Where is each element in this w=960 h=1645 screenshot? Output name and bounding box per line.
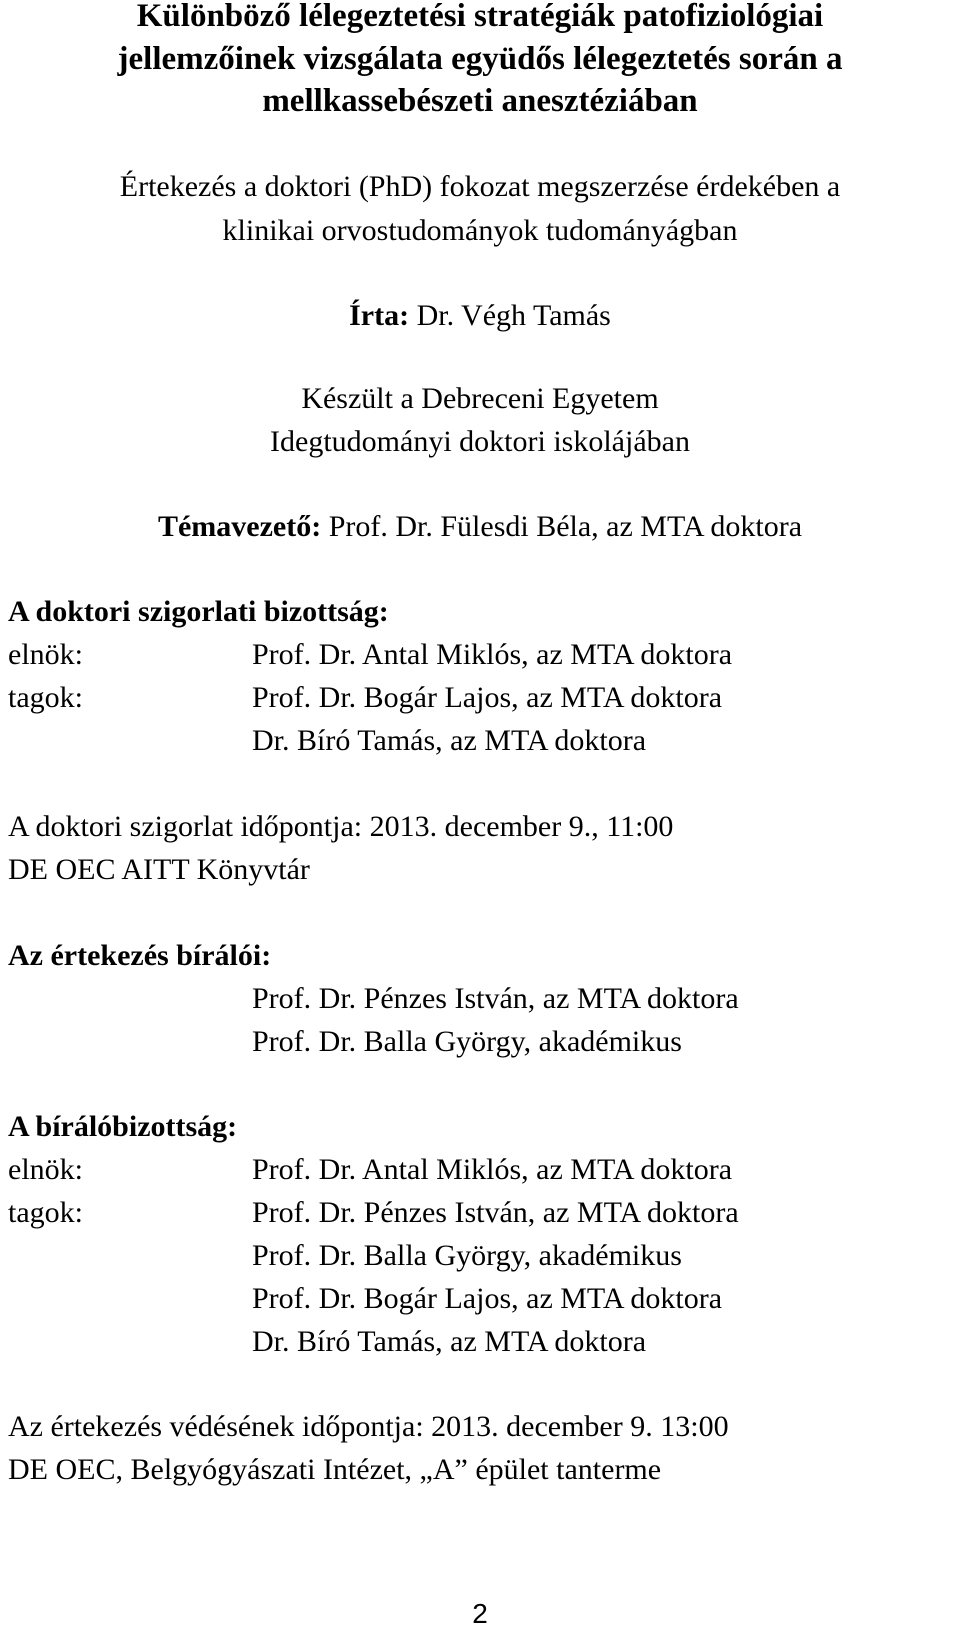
thesis-title-line-3: mellkassebészeti anesztéziában [262,83,698,119]
institution-line-1: Készült a Debreceni Egyetem [301,382,659,415]
thesis-title-line-1: Különböző lélegeztetési stratégiák patofiziológiai [136,0,824,34]
reviewer-name: Prof. Dr. Balla György, akadémikus [252,1025,682,1058]
exam-committee-members-label: tagok: [8,681,83,714]
supervisor-line [0,505,960,549]
exam-committee-chair: Prof. Dr. Antal Miklós, az MTA doktora [252,638,733,671]
degree-line-2: klinikai orvostudományok tudományágban [222,214,738,247]
exam-committee-heading: A doktori szigorlati bizottság: [8,595,389,628]
defense-place: DE OEC, Belgyógyászati Intézet, „A” épület tanterme [8,1453,662,1486]
reviewers-heading: Az értekezés bírálói: [8,939,272,972]
review-committee-members-label: tagok: [8,1196,83,1229]
thesis-title-line-2: jellemzőinek vizsgálata együdős lélegeztetés során a [117,41,843,77]
review-committee-chair-label: elnök: [8,1153,83,1186]
exam-date: A doktori szigorlat időpontja: 2013. december 9., 11:00 [8,810,674,843]
defense-date: Az értekezés védésének időpontja: 2013. december 9. 13:00 [8,1410,729,1443]
review-committee-heading: A bírálóbizottság: [8,1110,238,1143]
reviewer-name: Prof. Dr. Pénzes István, az MTA doktora [252,982,739,1015]
supervisor-name: Prof. Dr. Fülesdi Béla, az MTA doktora [328,510,803,543]
author-name: Dr. Végh Tamás [416,299,611,332]
review-committee-chair: Prof. Dr. Antal Miklós, az MTA doktora [252,1153,733,1186]
review-committee-member: Dr. Bíró Tamás, az MTA doktora [252,1325,647,1358]
supervisor-label: Témavezető: [157,510,322,543]
author-label: Írta: [349,299,410,332]
page-number: 2 [472,1598,488,1629]
exam-committee-member: Dr. Bíró Tamás, az MTA doktora [252,724,647,757]
exam-committee-chair-label: elnök: [8,638,83,671]
review-committee-member: Prof. Dr. Balla György, akadémikus [252,1239,682,1272]
review-committee-member: Prof. Dr. Pénzes István, az MTA doktora [252,1196,739,1229]
institution-line-2: Idegtudományi doktori iskolájában [270,425,690,458]
author-line [0,294,960,338]
review-committee-member: Prof. Dr. Bogár Lajos, az MTA doktora [252,1282,723,1315]
exam-place: DE OEC AITT Könyvtár [8,853,310,886]
exam-committee-member: Prof. Dr. Bogár Lajos, az MTA doktora [252,681,723,714]
degree-line-1: Értekezés a doktori (PhD) fokozat megszerzése érdekében a [119,170,841,203]
